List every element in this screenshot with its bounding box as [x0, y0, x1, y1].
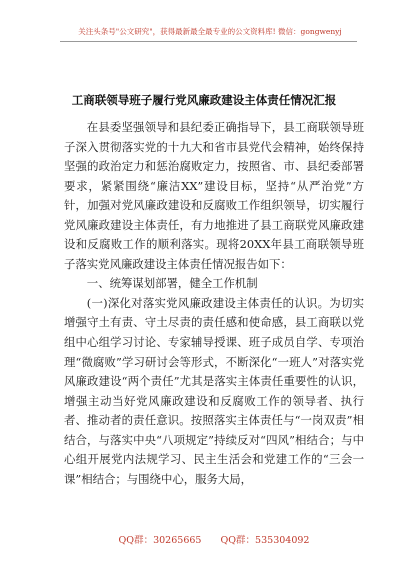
footer-qq-groups	[64, 535, 364, 547]
paragraph-section-1: (一)深化对落实党风廉政建设主体责任的认识。为切实增强守土有责、守土尽责的责任感和使命感，县工商联以党组中心组学习讨论、专家辅导授课、班子成员自学、专项治理“微腐败”学习研讨会等形式，不断深化“一班人”对落实党风廉政建设“两个责任”尤其是落实主体责任重要性的认识，增强主动当好党风廉政建设和反腐败工作的领导者、执行者、推动者的责任意识。按照落实主体责任与“一岗双责”相结合，与落实中央“八项规定”持续反对“四风”相结合；与中心组开展党内法规学习、民主生活会和党建工作的“三会一课”相结合；与围绕中心，服务大局，	[64, 295, 364, 486]
footer-qq-group-2: QQ群：535304092	[220, 535, 310, 546]
header-banner: 关注头条号"公文研究"，获得最新最全最专业的公文资料库! 微信：gongwenyj	[78, 27, 342, 36]
document-body	[64, 118, 364, 489]
footer-qq-group-1: QQ群：30265665	[118, 535, 202, 546]
header-divider	[60, 41, 357, 42]
paragraph-intro: 在县委坚强领导和县纪委正确指导下，县工商联领导班子深入贯彻落实党的十九大和省市县党代会精神，始终保持坚强的政治定力和惩治腐败定力，按照省、市、县纪委部署要求，紧紧围绕“廉洁XX”建设目标，坚持“从严治党”方针，加强对党风廉政建设和反腐败工作组织领导，切实履行党风廉政建设主体责任，有力地推进了县工商联党风廉政建设和反腐败工作的顺利落实。现将20XX年县工商联领导班子落实党风廉政建设主体责任情况报告如下：	[64, 120, 364, 271]
document-title: 工商联领导班子履行党风廉政建设主体责任情况汇报	[71, 93, 337, 107]
paragraph-section-heading: 一、统筹谋划部署，健全工作机制	[86, 276, 258, 291]
